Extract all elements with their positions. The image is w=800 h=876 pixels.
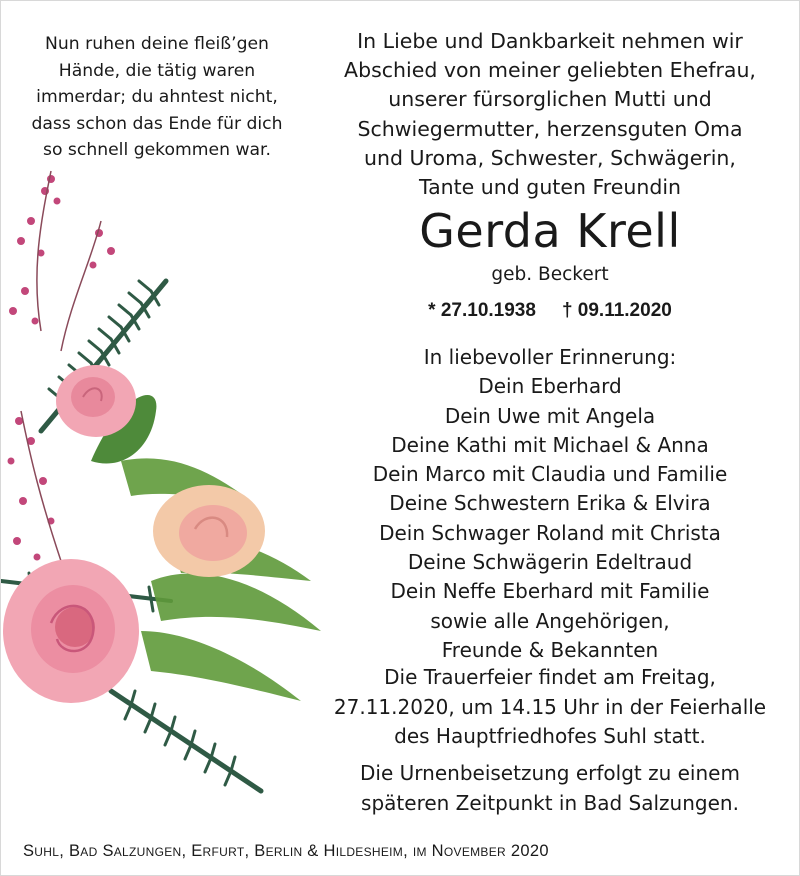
- poem: [9, 31, 305, 164]
- intro-line: und Uroma, Schwester, Schwägerin,: [364, 145, 736, 170]
- life-dates: [307, 297, 793, 325]
- pink-rose-small: [56, 365, 136, 437]
- intro-line: Abschied von meiner geliebten Ehefrau,: [344, 58, 756, 83]
- urn-burial-text: [307, 759, 793, 818]
- mourner-line: Freunde & Bekannten: [441, 637, 659, 662]
- mourners-heading: In liebevoller Erinnerung:: [423, 345, 677, 369]
- poem-line: Nun ruhen deine fleiß’gen: [45, 34, 269, 54]
- mourner-line: sowie alle Angehörigen,: [430, 608, 670, 633]
- footer-places-date: Suhl, Bad Salzungen, Erfurt, Berlin & Hildesheim, im November 2020: [23, 842, 549, 860]
- birth-name: geb. Beckert: [491, 264, 609, 285]
- service-line: 27.11.2020, um 14.15 Uhr in der Feierhalle: [333, 694, 767, 719]
- mourner-line: Deine Kathi mit Michael & Anna: [391, 432, 709, 457]
- mourners-list: [307, 343, 793, 665]
- intro-line: Schwiegermutter, herzensguten Oma: [357, 116, 743, 141]
- mourner-line: Dein Neffe Eberhard mit Familie: [390, 579, 710, 604]
- death-date: † 09.11.2020: [561, 300, 672, 321]
- funeral-service-text: [307, 663, 793, 752]
- birth-date: * 27.10.1938: [428, 300, 536, 321]
- poem-line: immerdar; du ahntest nicht,: [36, 87, 278, 107]
- service-line: des Hauptfriedhofes Suhl statt.: [394, 724, 706, 749]
- intro-line: Tante und guten Freundin: [418, 175, 682, 200]
- intro-line: In Liebe und Dankbarkeit nehmen wir: [357, 29, 743, 53]
- urn-line: späteren Zeitpunkt in Bad Salzungen.: [361, 790, 739, 815]
- poem-line: so schnell gekommen war.: [42, 140, 271, 160]
- poem-line: Hände, die tätig waren: [58, 60, 256, 81]
- pink-rose-large: [3, 559, 139, 703]
- peach-rose: [153, 485, 265, 577]
- mourner-line: Deine Schwägerin Edeltraud: [407, 550, 693, 575]
- mourner-line: Dein Schwager Roland mit Christa: [379, 520, 721, 545]
- mourner-line: Deine Schwestern Erika & Elvira: [389, 491, 711, 516]
- intro-text: [307, 27, 793, 202]
- mourner-line: Dein Marco mit Claudia und Familie: [372, 462, 728, 487]
- intro-line: unserer fürsorglichen Mutti und: [388, 87, 712, 112]
- deceased-name: Gerda Krell: [419, 204, 681, 258]
- service-line: Die Trauerfeier findet am Freitag,: [384, 665, 716, 689]
- urn-line: Die Urnenbeisetzung erfolgt zu einem: [360, 761, 740, 785]
- mourner-line: Dein Eberhard: [478, 374, 622, 399]
- mourner-line: Dein Uwe mit Angela: [444, 403, 656, 428]
- flower-bouquet-image: [1, 161, 341, 821]
- poem-line: dass schon das Ende für dich: [31, 113, 283, 134]
